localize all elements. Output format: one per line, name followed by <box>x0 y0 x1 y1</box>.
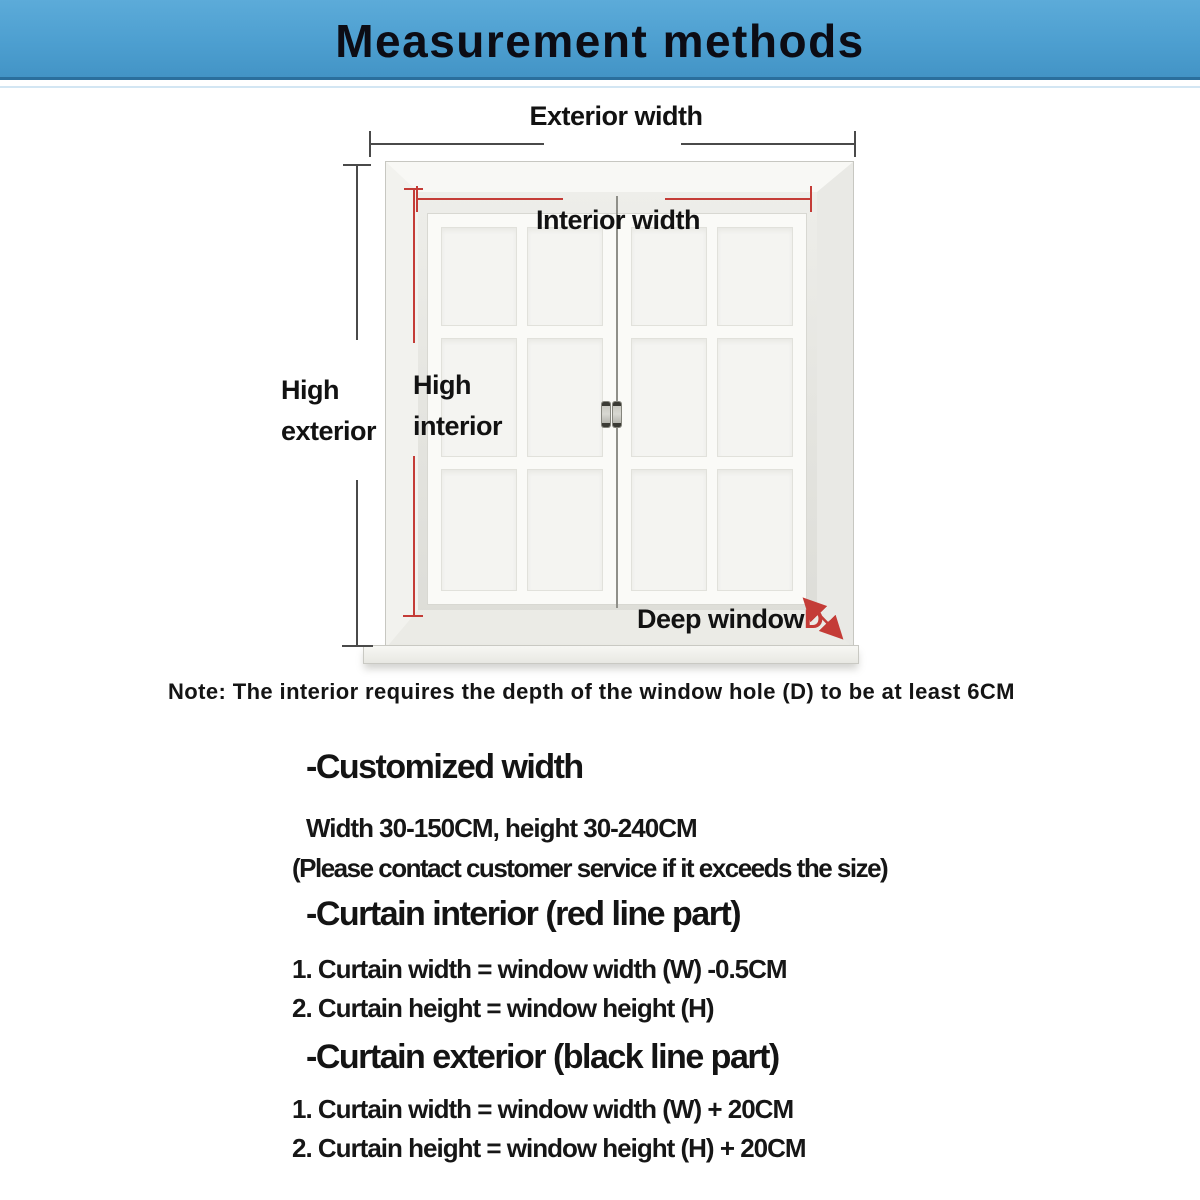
glass-pane <box>441 227 517 326</box>
exterior-width-line <box>370 143 544 145</box>
section-line: Width 30-150CM, height 30-240CM <box>306 813 697 843</box>
glass-pane <box>527 338 603 457</box>
exterior-width-tick <box>369 131 371 157</box>
section-heading-curtain-exterior: -Curtain exterior (black line part) <box>306 1038 779 1076</box>
section-heading-curtain-interior: -Curtain interior (red line part) <box>306 895 741 933</box>
interior-height-line <box>413 456 415 617</box>
window-sill <box>364 646 858 663</box>
glass-pane <box>631 469 707 591</box>
note-text: Note: The interior requires the depth of the window hole (D) to be at least 6CM <box>168 679 1015 704</box>
section-line: 2. Curtain height = window height (H) + 20CM <box>292 1133 806 1163</box>
door-panes <box>631 227 793 591</box>
door-handle-icon <box>613 402 621 427</box>
interior-width-tick <box>810 186 812 212</box>
glass-pane <box>717 338 793 457</box>
interior-height-line <box>413 190 415 343</box>
section-line: 2. Curtain height = window height (H) <box>292 993 714 1023</box>
glass-pane <box>717 227 793 326</box>
high-interior-label <box>413 365 502 447</box>
exterior-height-line <box>356 480 358 647</box>
high-interior-line1: High <box>413 370 471 400</box>
section-line: 1. Curtain width = window width (W) -0.5CM <box>292 954 787 984</box>
interior-width-label: Interior width <box>536 205 700 235</box>
interior-height-tick <box>403 615 423 617</box>
glass-pane <box>717 469 793 591</box>
deep-window-text: Deep window <box>637 604 805 634</box>
exterior-height-tick <box>342 645 373 647</box>
interior-width-line <box>417 198 563 200</box>
header-divider-line <box>0 86 1200 88</box>
exterior-width-tick <box>854 131 856 157</box>
window-door-right <box>618 214 806 604</box>
deep-window-d: D <box>804 604 824 634</box>
exterior-height-line <box>356 165 358 340</box>
section-line: (Please contact customer service if it exceeds the size) <box>292 853 888 883</box>
high-interior-line2: interior <box>413 411 503 441</box>
page-title: Measurement methods <box>335 15 865 67</box>
exterior-width-line <box>681 143 855 145</box>
exterior-height-tick <box>343 164 371 166</box>
section-line: 1. Curtain width = window width (W) + 20CM <box>292 1094 794 1124</box>
section-heading-customized-width: -Customized width <box>306 748 583 786</box>
glass-pane <box>441 469 517 591</box>
high-exterior-line1: High <box>281 375 339 405</box>
high-exterior-line2: exterior <box>281 416 377 446</box>
high-exterior-label <box>281 370 376 452</box>
glass-pane <box>631 227 707 326</box>
interior-width-line <box>665 198 811 200</box>
deep-window-label <box>637 604 823 635</box>
glass-pane <box>527 469 603 591</box>
glass-pane <box>631 338 707 457</box>
exterior-width-label: Exterior width <box>529 101 703 131</box>
header-banner <box>0 0 1200 80</box>
glass-pane <box>527 227 603 326</box>
door-handle-icon <box>602 402 610 427</box>
interior-height-tick <box>404 188 423 190</box>
